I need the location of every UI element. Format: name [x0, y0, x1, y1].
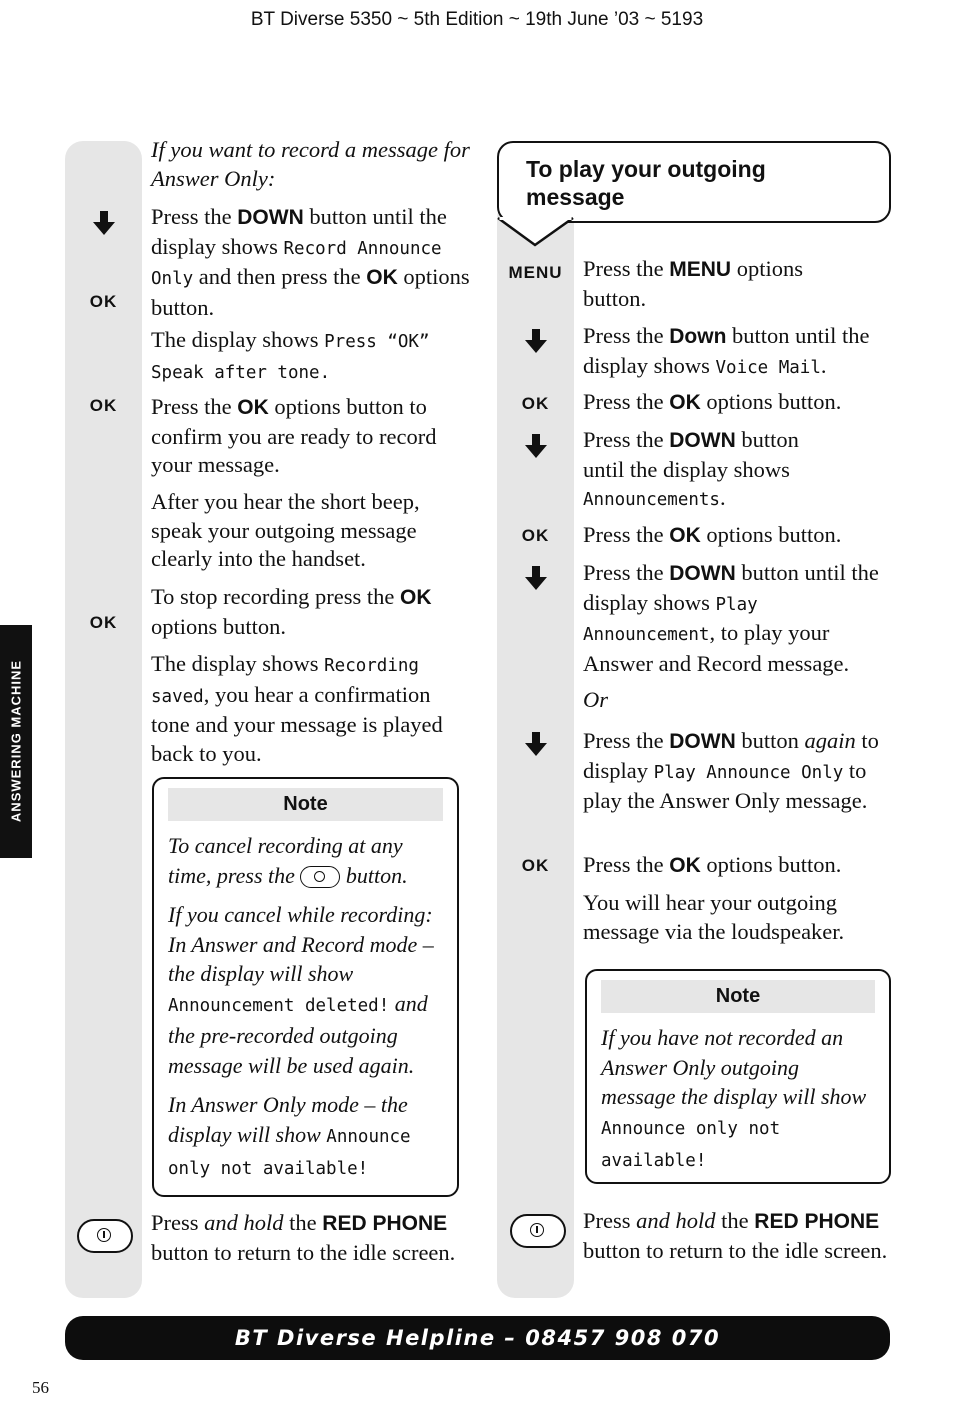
- ok-icon: OK: [521, 856, 550, 875]
- right-step-6: Press the DOWN button until the display shows Play Announcement, to play your Answer and Record message.: [583, 560, 879, 676]
- red-phone-icon: [510, 1214, 566, 1248]
- ok-icon: OK: [89, 613, 118, 632]
- note-title: Note: [601, 980, 875, 1013]
- down-arrow-icon: [525, 566, 547, 590]
- note-paragraph: If you cancel while recording: In Answer and Record mode – the display will show Announcement deleted! and the pre-recorded outgoing message will be used again.: [168, 902, 434, 1078]
- note-paragraph: If you have not recorded an Answer Only outgoing message the display will show Announce only not available!: [601, 1025, 867, 1171]
- left-step-5: To stop recording press the OK options button.: [151, 584, 432, 639]
- down-arrow-icon: [525, 732, 547, 756]
- section-side-tab-label: ANSWERING MACHINE: [8, 659, 24, 823]
- left-intro: If you want to record a message for Answer Only:: [151, 137, 470, 191]
- note-paragraph: To cancel recording at any time, press the button.: [168, 833, 408, 888]
- ok-icon: OK: [89, 292, 118, 311]
- page-number: 56: [32, 1378, 49, 1397]
- right-note-box: [585, 969, 891, 1184]
- right-or: Or: [583, 687, 609, 712]
- right-step-2: Press the Down button until the display shows Voice Mail.: [583, 323, 870, 378]
- left-step-1: Press the DOWN button until the display shows Record Announce Only and then press the OK options button.: [151, 204, 470, 320]
- red-phone-icon: [300, 866, 340, 888]
- right-step-7: Press the DOWN button again to display Play Announce Only to play the Answer Only message.: [583, 728, 879, 813]
- ok-icon: OK: [89, 396, 118, 415]
- bubble-pointer: [497, 217, 577, 249]
- ok-icon: OK: [521, 526, 550, 545]
- right-step-3: Press the OK options button.: [583, 389, 842, 414]
- ok-icon: OK: [521, 394, 550, 413]
- down-arrow-icon: [525, 434, 547, 458]
- left-step-3: Press the OK options button to confirm you are ready to record your message.: [151, 394, 437, 477]
- helpline-text: BT Diverse Helpline – 08457 908 070: [234, 1326, 721, 1350]
- red-phone-icon: [77, 1219, 133, 1253]
- section-title-bubble: [497, 141, 891, 223]
- right-step-9: You will hear your outgoing message via the loudspeaker.: [583, 890, 845, 944]
- left-step-6: The display shows Recording saved, you hear a confirmation tone and your message is played back to you.: [151, 651, 443, 766]
- left-step-4: After you hear the short beep, speak your outgoing message clearly into the handset.: [151, 489, 420, 571]
- section-side-tab: [0, 625, 32, 858]
- note-paragraph: In Answer Only mode – the display will show Announce only not available!: [168, 1092, 411, 1179]
- page-header: BT Diverse 5350 ~ 5th Edition ~ 19th June ’03 ~ 5193: [250, 9, 704, 30]
- helpline-footer: [65, 1316, 890, 1360]
- right-step-8: Press the OK options button.: [583, 852, 842, 877]
- left-note-box: [152, 777, 459, 1197]
- right-step-4: Press the DOWN button until the display shows Announcements.: [583, 427, 799, 510]
- section-title: To play your outgoing message: [526, 156, 766, 210]
- left-step-7: Press and hold the RED PHONE button to return to the idle screen.: [151, 1210, 456, 1265]
- right-step-1: Press the MENU options button.: [583, 256, 803, 311]
- right-step-10: Press and hold the RED PHONE button to return to the idle screen.: [583, 1208, 888, 1263]
- left-icon-column: [65, 141, 142, 1298]
- down-arrow-icon: [93, 211, 115, 235]
- right-step-5: Press the OK options button.: [583, 522, 842, 547]
- menu-icon: MENU: [508, 263, 563, 282]
- down-arrow-icon: [525, 329, 547, 353]
- left-step-2: The display shows Press “OK” Speak after tone.: [151, 327, 430, 383]
- note-title: Note: [168, 788, 443, 821]
